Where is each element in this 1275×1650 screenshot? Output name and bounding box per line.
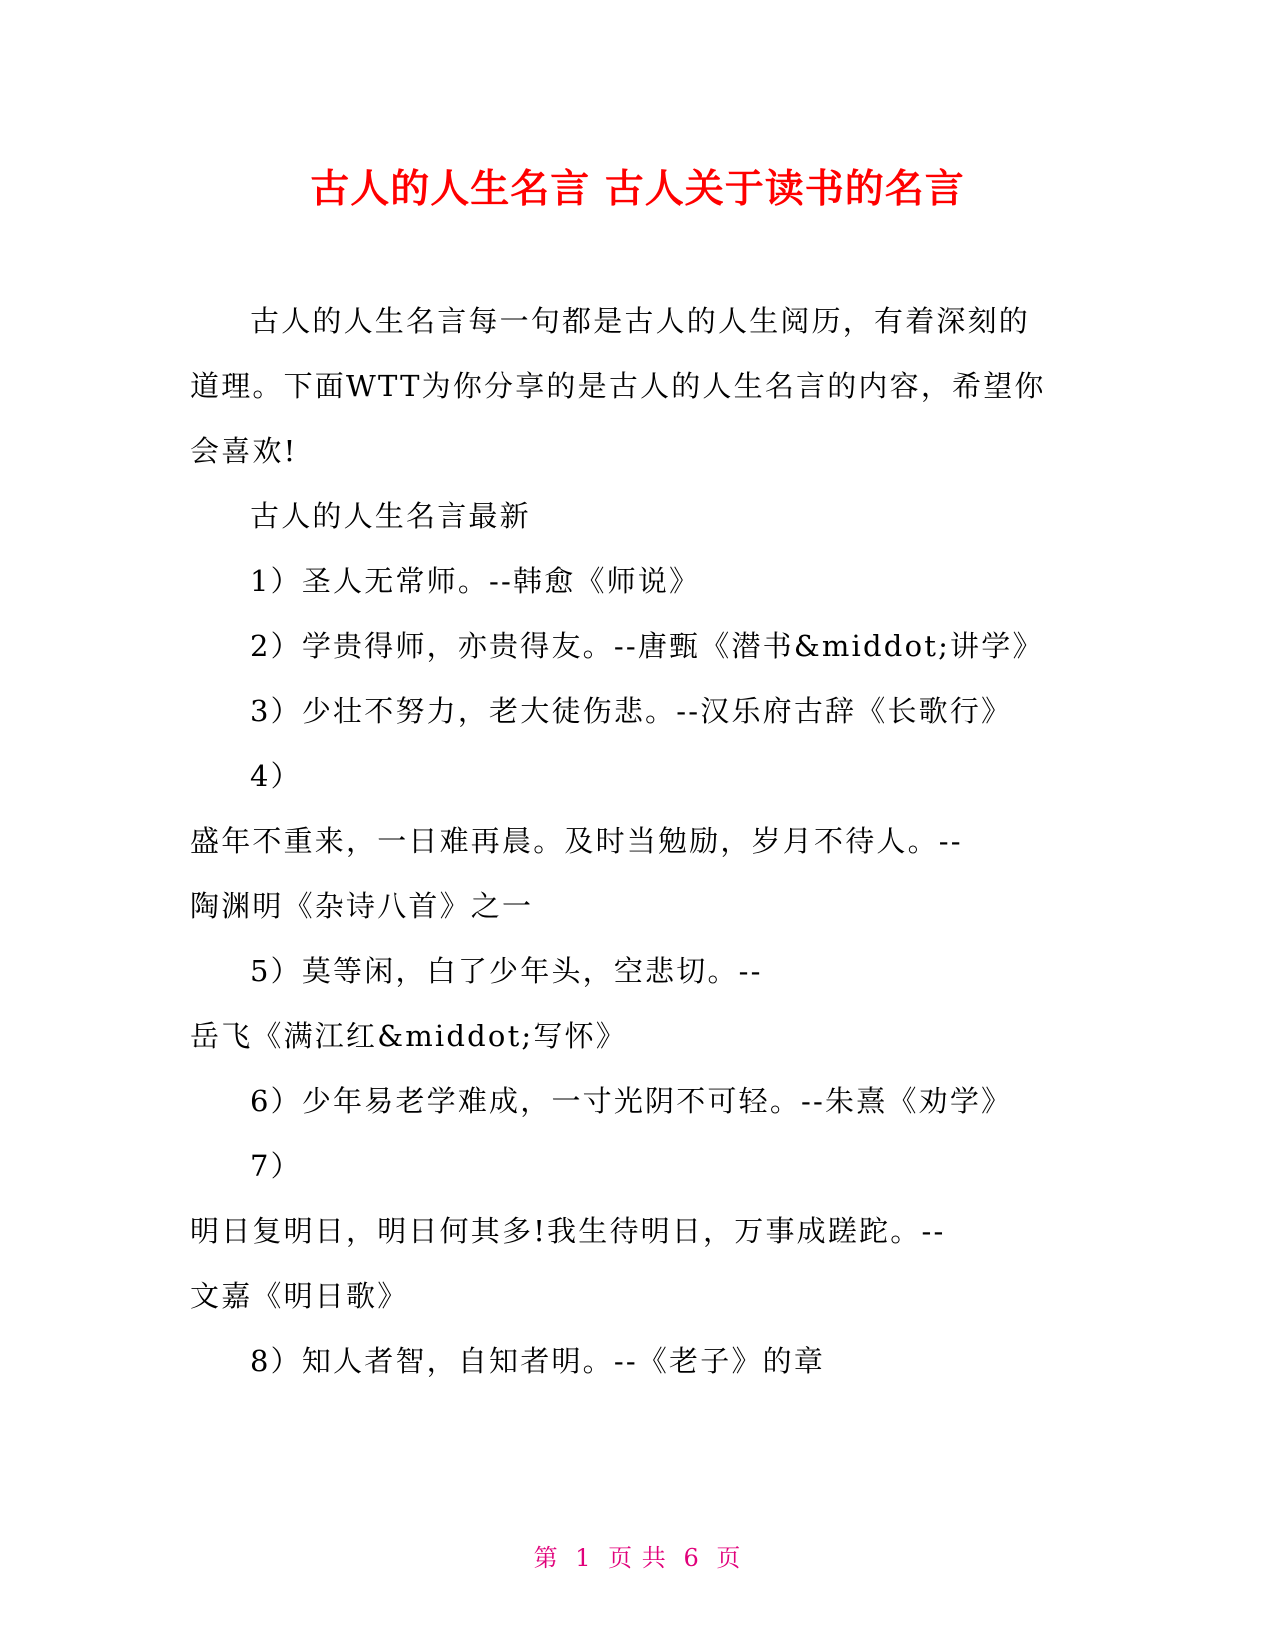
quote-8: 8）知人者智，自知者明。--《老子》的章	[250, 1344, 826, 1378]
quote-1: 1）圣人无常师。--韩愈《师说》	[250, 564, 701, 598]
quote-6: 6）少年易老学难成，一寸光阴不可轻。--朱熹《劝学》	[250, 1084, 1013, 1118]
page-footer	[0, 1543, 1275, 1573]
footer-suffix: 页	[716, 1544, 742, 1572]
intro-line-1: 古人的人生名言每一句都是古人的人生阅历，有着深刻的	[250, 304, 1031, 338]
section-heading: 古人的人生名言最新	[250, 499, 531, 533]
quote-4-source: 陶渊明《杂诗八首》之一	[190, 889, 534, 923]
intro-line-3: 会喜欢!	[190, 434, 298, 468]
footer-total-pages: 6	[683, 1544, 700, 1572]
intro-line-2: 道理。下面WTT为你分享的是古人的人生名言的内容，希望你	[190, 369, 1046, 403]
quote-3: 3）少壮不努力，老大徒伤悲。--汉乐府古辞《长歌行》	[250, 694, 1013, 728]
document-title: 古人的人生名言 古人关于读书的名言	[310, 167, 965, 212]
footer-middle: 页 共	[608, 1544, 667, 1572]
footer-current-page: 1	[575, 1544, 592, 1572]
quote-2: 2）学贵得师，亦贵得友。--唐甄《潜书&middot;讲学》	[250, 629, 1044, 663]
document-body	[190, 289, 1085, 1394]
quote-4-text: 盛年不重来，一日难再晨。及时当勉励，岁月不待人。--	[190, 824, 963, 858]
footer-prefix: 第	[533, 1544, 559, 1572]
quote-5-text: 5）莫等闲，白了少年头，空悲切。--	[250, 954, 763, 988]
quote-7-number: 7）	[250, 1149, 302, 1183]
quote-4-number: 4）	[250, 759, 302, 793]
quote-7-text: 明日复明日，明日何其多!我生待明日，万事成蹉跎。--	[190, 1214, 946, 1248]
quote-7-source: 文嘉《明日歌》	[190, 1279, 409, 1313]
quote-5-source: 岳飞《满江红&middot;写怀》	[190, 1019, 627, 1053]
